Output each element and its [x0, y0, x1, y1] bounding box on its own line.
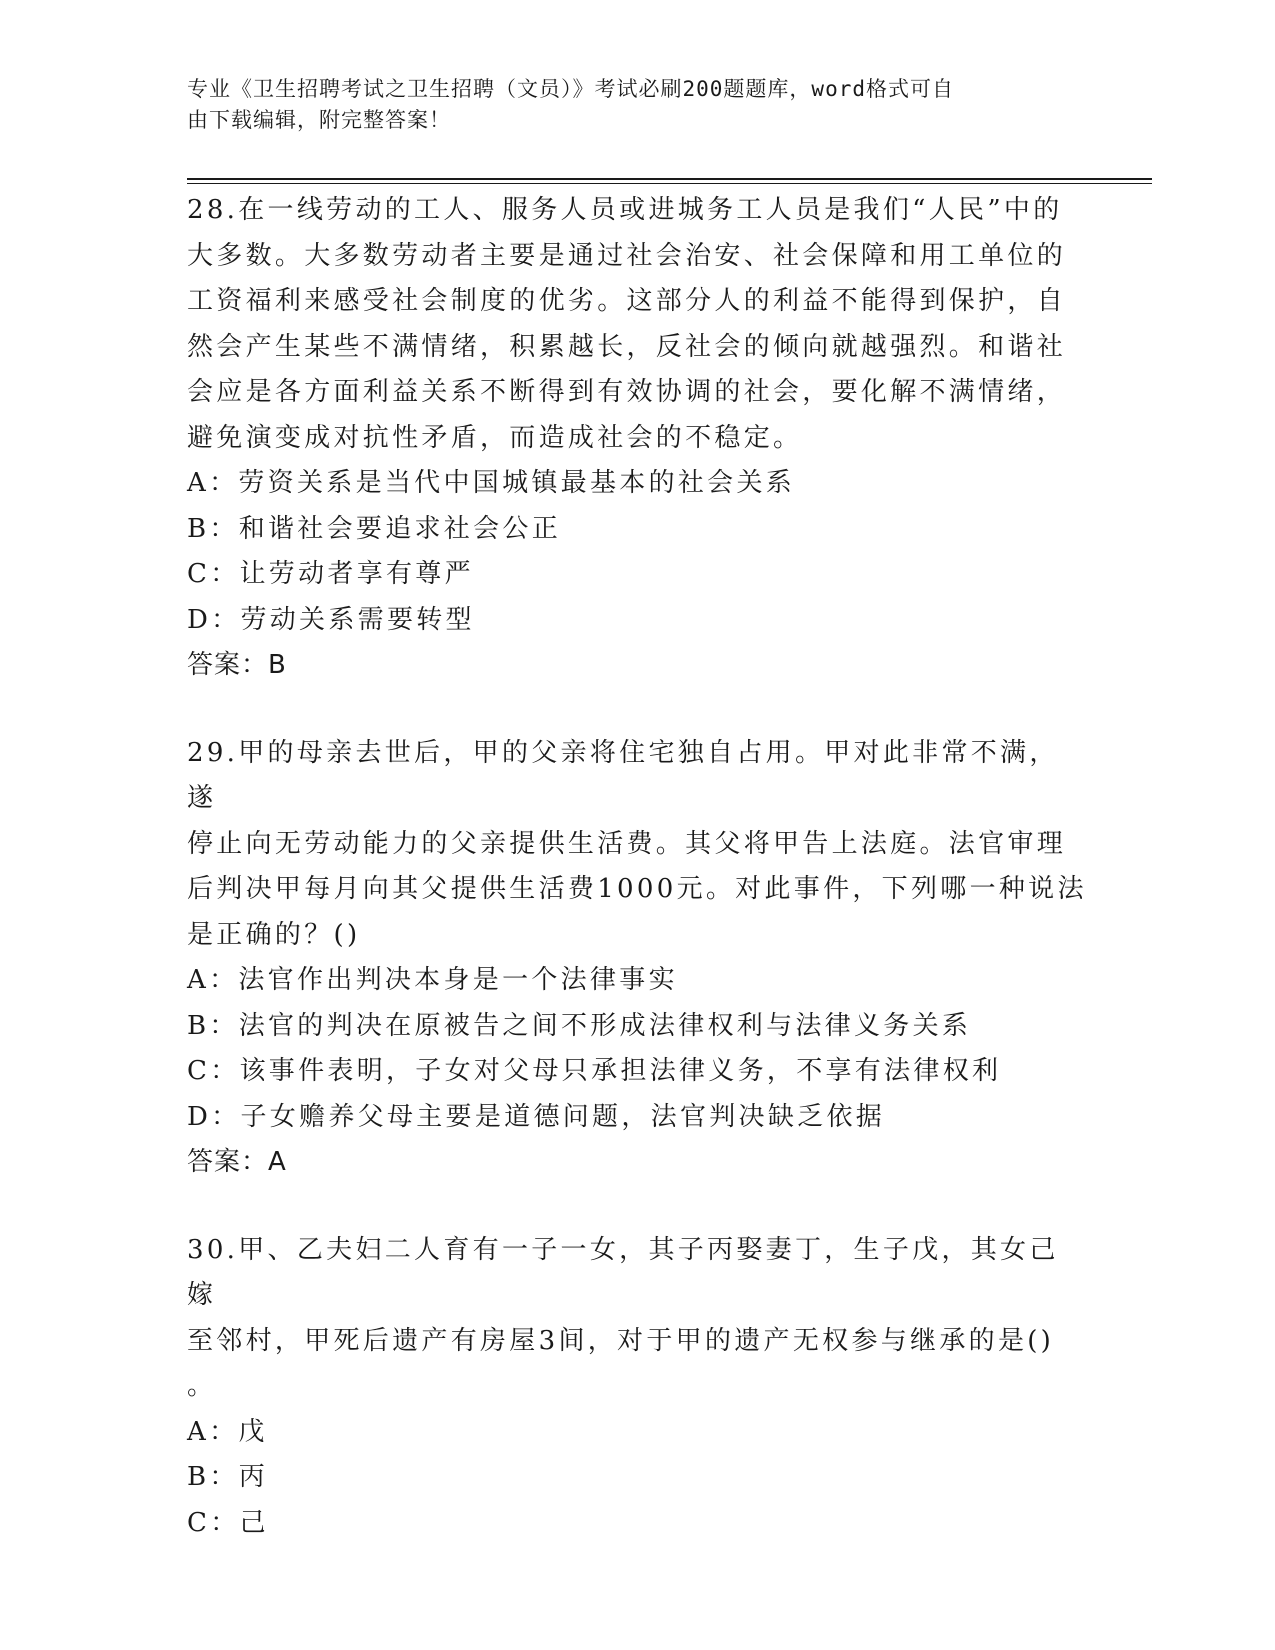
question-text-line: 28.在一线劳动的工人、服务人员或进城务工人员是我们“人民”中的 — [187, 195, 1063, 225]
question-28 — [187, 188, 1087, 689]
answer: 答案：B — [187, 650, 287, 680]
question-text-line: 停止向无劳动能力的父亲提供生活费。其父将甲告上法庭。法官审理 — [187, 828, 1067, 859]
option-a: A：戊 — [187, 1416, 268, 1447]
document-header — [187, 74, 1067, 136]
option-c: C：该事件表明，子女对父母只承担法律义务，不享有法律权利 — [187, 1056, 1002, 1086]
question-text-line: 大多数。大多数劳动者主要是通过社会治安、社会保障和用工单位的 — [187, 240, 1067, 271]
header-line-2: 由下载编辑，附完整答案！ — [187, 108, 451, 132]
question-text-line: 然会产生某些不满情绪，积累越长，反社会的倾向就越强烈。和谐社 — [187, 331, 1067, 362]
question-text-line: 至邻村，甲死后遗产有房屋3间，对于甲的遗产无权参与继承的是() — [187, 1325, 1055, 1356]
question-text-line: 工资福利来感受社会制度的优劣。这部分人的利益不能得到保护，自 — [187, 286, 1067, 316]
question-list — [187, 188, 1087, 1588]
question-29 — [187, 731, 1087, 1186]
option-c: C：己 — [187, 1507, 269, 1538]
header-divider-thick — [187, 178, 1152, 180]
question-text-line: 会应是各方面利益关系不断得到有效协调的社会，要化解不满情绪， — [187, 377, 1067, 407]
option-d: D：劳动关系需要转型 — [187, 604, 475, 635]
question-text-line: 是正确的？() — [187, 919, 361, 950]
answer: 答案：A — [187, 1147, 287, 1177]
option-a: A：劳资关系是当代中国城镇最基本的社会关系 — [187, 468, 796, 498]
header-line-1: 专业《卫生招聘考试之卫生招聘（文员）》考试必刷200题题库，word格式可自 — [187, 77, 954, 101]
question-text-line: 30.甲、乙夫妇二人育有一子一女，其子丙娶妻丁，生子戊，其女己嫁 — [187, 1234, 1059, 1310]
question-30 — [187, 1228, 1087, 1547]
question-text-line: 避免演变成对抗性矛盾，而造成社会的不稳定。 — [187, 422, 803, 453]
question-text-line: 。 — [187, 1371, 217, 1401]
option-b: B：法官的判决在原被告之间不形成法律权利与法律义务关系 — [187, 1010, 972, 1041]
option-b: B：丙 — [187, 1462, 269, 1492]
header-divider-thin — [187, 183, 1152, 184]
option-c: C：让劳动者享有尊严 — [187, 559, 474, 589]
option-d: D：子女赡养父母主要是道德问题，法官判决缺乏依据 — [187, 1101, 886, 1132]
question-text-line: 后判决甲每月向其父提供生活费1000元。对此事件，下列哪一种说法 — [187, 874, 1087, 904]
option-a: A：法官作出判决本身是一个法律事实 — [187, 965, 678, 995]
question-text-line: 29.甲的母亲去世后，甲的父亲将住宅独自占用。甲对此非常不满，遂 — [187, 737, 1059, 813]
option-b: B：和谐社会要追求社会公正 — [187, 513, 562, 544]
